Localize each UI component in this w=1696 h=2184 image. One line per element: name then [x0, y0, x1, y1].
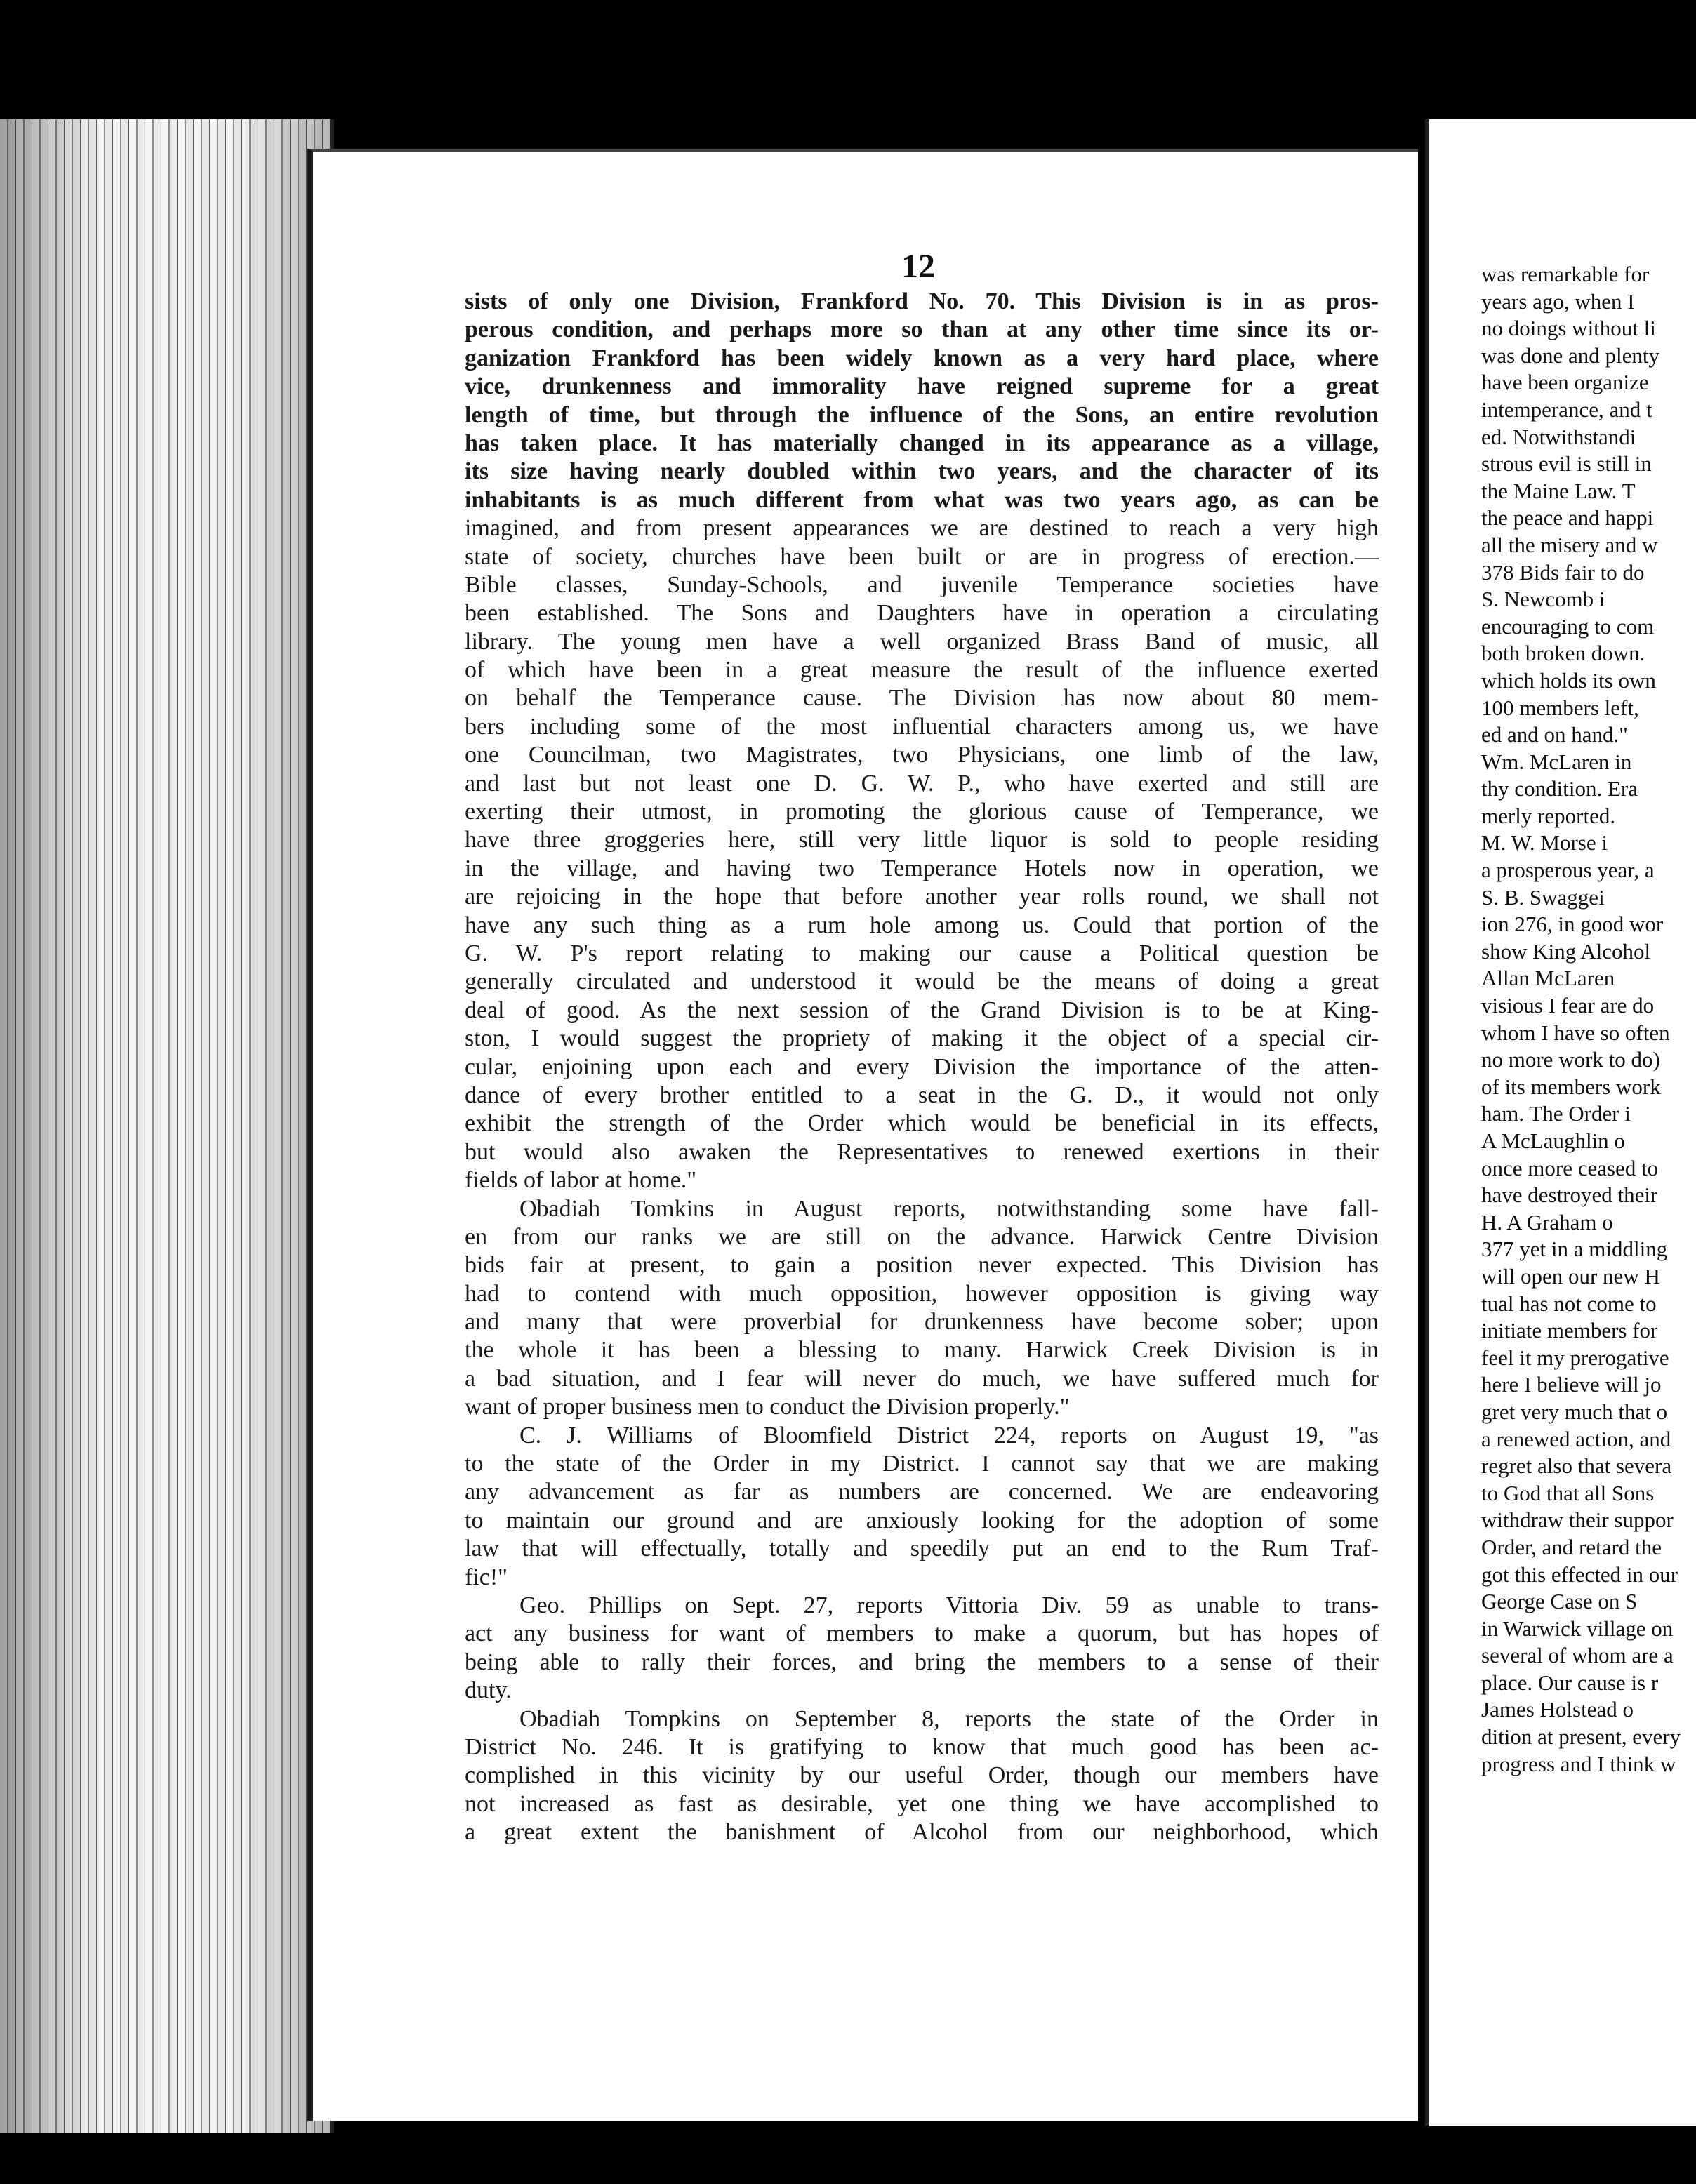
text-line: one Councilman, two Magistrates, two Physicians, one limb of the law, [465, 742, 1379, 768]
text-line: District No. 246. It is gratifying to know that much good has been ac- [465, 1733, 1379, 1760]
text-line: tual has not come to [1481, 1291, 1657, 1316]
text-line: feel it my prerogative [1481, 1345, 1669, 1370]
text-line: James Holstead o [1481, 1697, 1634, 1722]
text-line: to God that all Sons [1481, 1480, 1655, 1505]
text-line: which holds its own [1481, 667, 1656, 693]
text-line: the peace and happi [1481, 505, 1654, 531]
text-line: a prosperous year, a [1481, 858, 1655, 883]
text-line: ed and on hand." [1481, 722, 1628, 747]
text-line: will open our new H [1481, 1263, 1660, 1289]
text-line: to the state of the Order in my District. I cannot say that we are making [465, 1451, 1379, 1477]
text-line: regret also that severa [1481, 1453, 1672, 1479]
text-line: place. Our cause is r [1481, 1670, 1659, 1695]
text-line: inhabitants is as much different from what was two years ago, as can be [465, 486, 1379, 513]
text-line: length of time, but through the influence of the Sons, an entire revolution [465, 401, 1379, 428]
text-line: being able to rally their forces, and bring the members to a sense of their [465, 1649, 1379, 1675]
text-line: Allan McLaren [1481, 966, 1615, 991]
text-line: encouraging to com [1481, 613, 1655, 639]
text-line: 377 yet in a middling [1481, 1237, 1668, 1262]
text-line: are rejoicing in the hope that before another year rolls round, we shall not [465, 884, 1379, 910]
text-line: act any business for want of members to make a quorum, but has hopes of [465, 1620, 1379, 1647]
text-line: several of whom are a [1481, 1643, 1674, 1668]
text-line: S. Newcomb i [1481, 587, 1605, 612]
text-line: ion 276, in good wor [1481, 912, 1664, 937]
text-line: and last but not least one D. G. W. P., who have exerted and still are [465, 770, 1379, 797]
text-line: years ago, when I [1481, 288, 1635, 314]
text-line: George Case on S [1481, 1589, 1638, 1614]
text-line: the whole it has been a blessing to many. Harwick Creek Division is in [465, 1337, 1379, 1364]
text-line: a great extent the banishment of Alcohol from our neighborhood, which [465, 1819, 1379, 1846]
text-line: no doings without li [1481, 316, 1656, 341]
text-line: progress and I think w [1481, 1751, 1676, 1776]
text-line: have any such thing as a rum hole among us. Could that portion of the [465, 912, 1379, 938]
text-line: dance of every brother entitled to a seat in the G. D., it would not only [465, 1081, 1379, 1108]
text-line: M. W. Morse i [1481, 830, 1608, 855]
text-line: Wm. McLaren in [1481, 749, 1632, 774]
text-line: intemperance, and t [1481, 397, 1652, 422]
text-line: strous evil is still in [1481, 451, 1652, 477]
text-line: state of society, churches have been built or are in progress of erection.— [465, 543, 1379, 570]
text-line: was done and plenty [1481, 342, 1659, 368]
text-line: en from our ranks we are still on the advance. Harwick Centre Division [465, 1223, 1379, 1250]
text-line: no more work to do) [1481, 1047, 1660, 1072]
text-line: its size having nearly doubled within two years, and the character of its [465, 458, 1379, 485]
text-line: imagined, and from present appearances we are destined to reach a very high [465, 515, 1379, 542]
text-line: initiate members for [1481, 1318, 1658, 1343]
text-line: thy condition. Era [1481, 776, 1638, 801]
text-line: show King Alcohol [1481, 938, 1651, 964]
text-line: bers including some of the most influential characters among us, we have [465, 713, 1379, 740]
text-line: and many that were proverbial for drunkenness have become sober; upon [465, 1309, 1379, 1336]
text-line: whom I have so often [1481, 1020, 1670, 1045]
text-line: Geo. Phillips on Sept. 27, reports Vittoria Div. 59 as unable to trans- [519, 1592, 1379, 1618]
text-line: A McLaughlin o [1481, 1128, 1625, 1153]
text-line: ganization Frankford has been widely known as a very hard place, where [465, 345, 1379, 371]
text-line: both broken down. [1481, 641, 1645, 666]
text-line: on behalf the Temperance cause. The Division has now about 80 mem- [465, 685, 1379, 712]
text-line: has taken place. It has materially changed in its appearance as a village, [465, 430, 1379, 456]
text-line: H. A Graham o [1481, 1209, 1613, 1234]
text-line: Order, and retard the [1481, 1534, 1662, 1559]
text-line: cular, enjoining upon each and every Division the importance of the atten- [465, 1053, 1379, 1080]
text-line: bids fair at present, to gain a position never expected. This Division has [465, 1252, 1379, 1279]
text-line: generally circulated and understood it would be the means of doing a great [465, 968, 1379, 995]
text-line: perous condition, and perhaps more so than at any other time since its or- [465, 317, 1379, 343]
text-line: have three groggeries here, still very little liquor is sold to people residing [465, 827, 1379, 853]
text-line: of which have been in a great measure the result of the influence exerted [465, 657, 1379, 684]
text-line: S. B. Swaggei [1481, 884, 1605, 910]
text-line: library. The young men have a well organized Brass Band of music, all [465, 628, 1379, 655]
text-line: Bible classes, Sunday-Schools, and juvenile Temperance societies have [465, 571, 1379, 598]
text-line: all the misery and w [1481, 532, 1658, 557]
text-line: visious I fear are do [1481, 993, 1655, 1018]
text-line: Obadiah Tomkins in August reports, notwithstanding some have fall- [519, 1195, 1379, 1222]
text-line: C. J. Williams of Bloomfield District 224, reports on August 19, "as [519, 1422, 1379, 1449]
text-line: to maintain our ground and are anxiously looking for the adoption of some [465, 1507, 1379, 1533]
text-line: Obadiah Tompkins on September 8, reports the state of the Order in [519, 1705, 1379, 1732]
text-line: merly reported. [1481, 803, 1616, 828]
text-line: was remarkable for [1481, 262, 1650, 286]
text-line: once more ceased to [1481, 1155, 1659, 1180]
text-line: here I believe will jo [1481, 1372, 1662, 1397]
text-line: fic!" [465, 1564, 508, 1590]
text-line: 100 members left, [1481, 695, 1639, 720]
text-line: want of proper business men to conduct the Division properly." [465, 1394, 1070, 1420]
text-line: G. W. P's report relating to making our cause a Political question be [465, 940, 1379, 966]
text-line: law that will effectually, totally and speedily put an end to the Rum Traf- [465, 1536, 1379, 1562]
right-page-text [1481, 261, 1696, 1778]
text-line: in Warwick village on [1481, 1616, 1674, 1641]
text-line: of its members work [1481, 1074, 1661, 1099]
text-line: had to contend with much opposition, however opposition is giving way [465, 1280, 1379, 1307]
text-line: ham. The Order i [1481, 1101, 1631, 1126]
text-line: exerting their utmost, in promoting the glorious cause of Temperance, we [465, 799, 1379, 825]
text-line: gret very much that o [1481, 1399, 1668, 1424]
text-line: exhibit the strength of the Order which would be beneficial in its effects, [465, 1110, 1379, 1137]
text-line: 378 Bids fair to do [1481, 559, 1645, 585]
text-line: a renewed action, and [1481, 1426, 1671, 1451]
text-line: a bad situation, and I fear will never do much, we have suffered much for [465, 1365, 1379, 1392]
text-line: ed. Notwithstandi [1481, 424, 1636, 449]
text-line: fields of labor at home." [465, 1167, 697, 1194]
text-line: got this effected in our [1481, 1562, 1678, 1587]
page-number: 12 [901, 248, 935, 285]
text-line: but would also awaken the Representatives to renewed exertions in their [465, 1138, 1379, 1165]
text-line: the Maine Law. T [1481, 478, 1636, 503]
text-line: have been organize [1481, 370, 1649, 395]
text-line: have destroyed their [1481, 1183, 1658, 1208]
text-line: withdraw their suppor [1481, 1507, 1674, 1533]
text-line: dition at present, every [1481, 1724, 1681, 1750]
text-line: vice, drunkenness and immorality have reigned supreme for a great [465, 373, 1379, 400]
text-line: complished in this vicinity by our useful Order, though our members have [465, 1762, 1379, 1789]
text-line: duty. [465, 1677, 512, 1704]
text-line: ston, I would suggest the propriety of making it the object of a special cir- [465, 1025, 1379, 1052]
book-page-edges [0, 119, 334, 2133]
text-line: in the village, and having two Temperance Hotels now in operation, we [465, 855, 1379, 881]
text-line: been established. The Sons and Daughters have in operation a circulating [465, 600, 1379, 627]
left-page-text [465, 288, 1379, 1846]
text-line: not increased as fast as desirable, yet one thing we have accomplished to [465, 1790, 1379, 1817]
text-line: sists of only one Division, Frankford No. 70. This Division is in as pros- [465, 288, 1379, 314]
text-line: any advancement as far as numbers are concerned. We are endeavoring [465, 1479, 1379, 1505]
text-line: deal of good. As the next session of the Grand Division is to be at King- [465, 997, 1379, 1023]
